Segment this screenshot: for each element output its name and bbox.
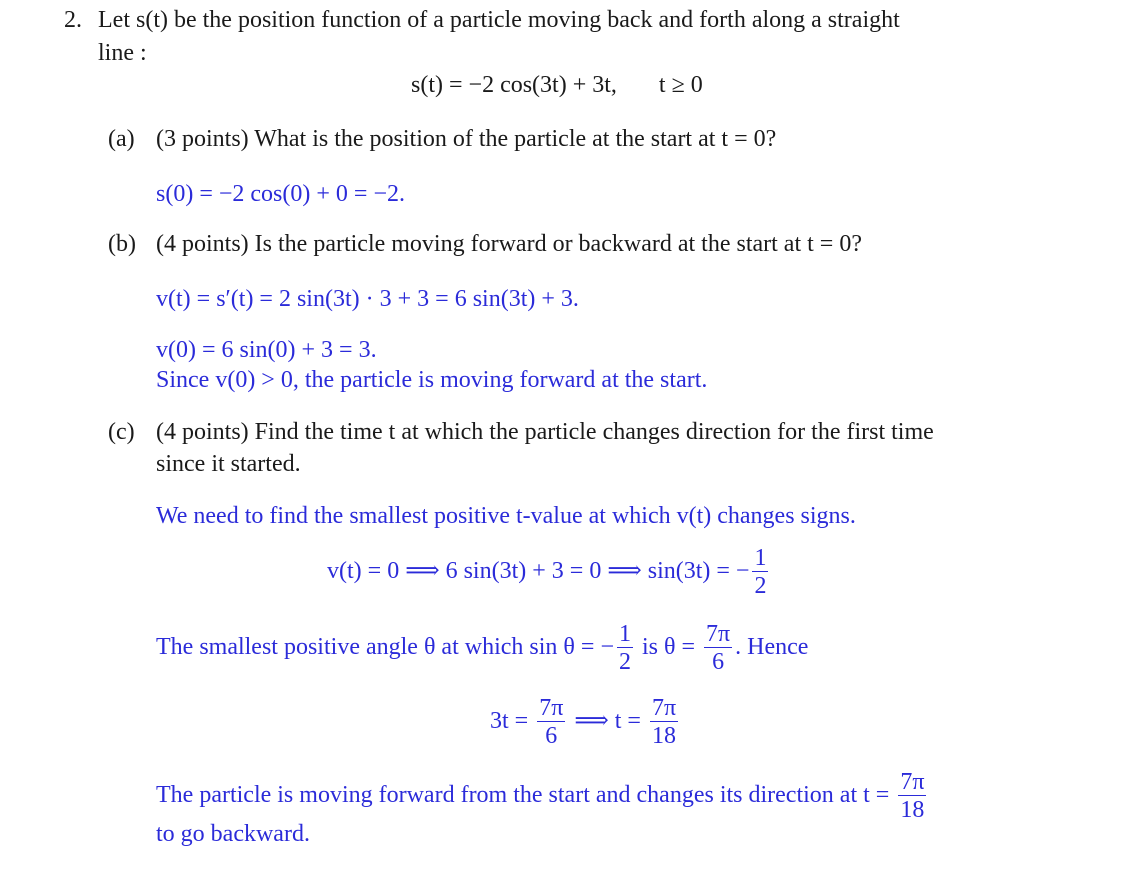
angle-numerator-1: 1 <box>618 621 631 647</box>
part-b-conclusion: Since v(0) > 0, the particle is moving forward at the start. <box>156 367 708 393</box>
eq2-denominator-1: 6 <box>537 721 565 749</box>
problem-intro-line2: line : <box>98 40 147 66</box>
angle-text-b: is θ = <box>635 634 702 661</box>
eq1-left: v(t) = 0 ⟹ 6 sin(3t) + 3 = 0 ⟹ sin(3t) = − <box>327 558 750 585</box>
eq2-fraction-1 <box>537 696 565 749</box>
eq2-mid: ⟹ t = <box>568 708 647 735</box>
eq2-fraction-2 <box>650 696 678 749</box>
angle-denominator-2: 6 <box>704 647 732 675</box>
part-c-equation-time <box>490 696 681 749</box>
part-c-equation-velocity-zero <box>327 546 771 599</box>
part-b-value-at-zero: v(0) = 6 sin(0) + 3 = 3. <box>156 337 377 363</box>
eq1-numerator: 1 <box>754 545 767 571</box>
function-eq: s(t) = −2 cos(3t) + 3t, <box>411 72 617 98</box>
angle-numerator-2: 7π <box>706 621 731 647</box>
position-function-equation <box>411 73 703 97</box>
part-c-need-statement: We need to find the smallest positive t-value at which v(t) changes signs. <box>156 503 856 529</box>
part-c-final-line2: to go backward. <box>156 821 310 847</box>
part-b-question: (4 points) Is the particle moving forward or backward at the start at t = 0? <box>156 231 862 257</box>
part-c-final-line1 <box>156 770 929 823</box>
function-domain: t ≥ 0 <box>658 72 703 98</box>
final-text: The particle is moving forward from the start and changes its direction at t = <box>156 782 896 809</box>
problem-intro-line1: Let s(t) be the position function of a particle moving back and forth along a straight <box>98 7 900 33</box>
problem-number: 2. <box>64 7 82 33</box>
part-c-question-line1: (4 points) Find the time t at which the particle changes direction for the first time <box>156 419 934 445</box>
part-a-answer: s(0) = −2 cos(0) + 0 = −2. <box>156 181 405 207</box>
part-a-label: (a) <box>108 126 135 152</box>
final-numerator: 7π <box>900 769 925 795</box>
angle-text-c: . Hence <box>735 634 809 661</box>
part-c-question-line2: since it started. <box>156 451 301 477</box>
eq1-denominator: 2 <box>754 573 767 600</box>
angle-denominator-1: 2 <box>618 649 631 676</box>
eq2-left: 3t = <box>490 708 535 735</box>
part-b-derivative: v(t) = s′(t) = 2 sin(3t) · 3 + 3 = 6 sin(3t) + 3. <box>156 286 579 312</box>
angle-text-a: The smallest positive angle θ at which sin θ = − <box>156 634 614 661</box>
final-denominator: 18 <box>898 795 926 823</box>
final-fraction <box>898 770 926 823</box>
part-b-label: (b) <box>108 231 136 257</box>
part-c-label: (c) <box>108 419 135 445</box>
part-a-question: (3 points) What is the position of the particle at the start at t = 0? <box>156 126 777 152</box>
part-c-angle-sentence <box>156 622 808 675</box>
eq1-fraction <box>752 546 768 599</box>
angle-fraction-1 <box>617 622 633 675</box>
angle-fraction-2 <box>704 622 732 675</box>
eq2-numerator-2: 7π <box>651 695 677 721</box>
eq2-numerator-1: 7π <box>539 695 564 721</box>
eq2-denominator-2: 18 <box>650 721 678 749</box>
